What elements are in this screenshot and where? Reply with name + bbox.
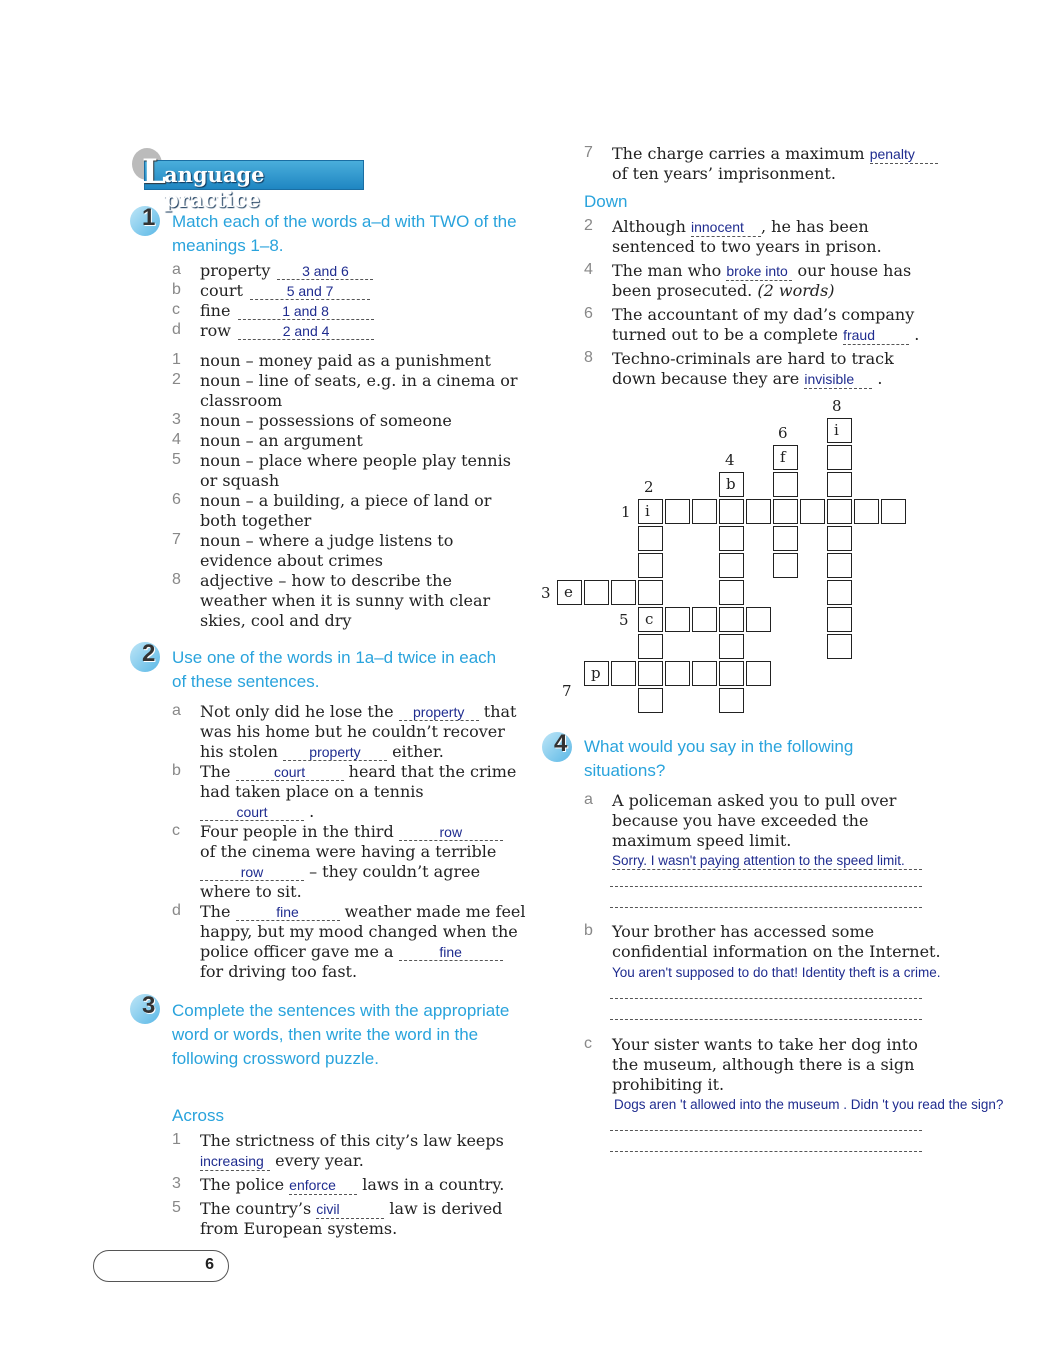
situation-answer[interactable]: Dogs aren 't allowed into the museum . Didn 't you read the sign? xyxy=(614,1097,1004,1112)
grid-number-6: 6 xyxy=(778,424,788,442)
grid-cell[interactable] xyxy=(719,499,744,524)
meaning-number: 2 xyxy=(172,371,181,388)
word-item xyxy=(200,261,373,281)
grid-number-4: 4 xyxy=(725,451,735,469)
grid-number-2: 2 xyxy=(644,478,654,496)
grid-cell[interactable] xyxy=(719,607,744,632)
word-label: d xyxy=(172,321,181,338)
grid-cell[interactable] xyxy=(638,580,663,605)
sentence-a xyxy=(200,702,522,762)
cell-letter: i xyxy=(834,421,839,439)
down-clue-8 xyxy=(612,349,912,389)
grid-cell[interactable] xyxy=(746,499,771,524)
grid-cell[interactable] xyxy=(692,661,717,686)
across-clue-3 xyxy=(200,1175,520,1195)
grid-cell[interactable] xyxy=(827,580,852,605)
cell-letter: b xyxy=(726,475,736,493)
clue-answer[interactable]: enforce xyxy=(289,1177,357,1195)
grid-cell[interactable] xyxy=(827,553,852,578)
sentence-text: that was his home but he couldn’t recover his stolen xyxy=(200,702,517,761)
clue-number: 1 xyxy=(172,1131,181,1148)
grid-cell[interactable] xyxy=(827,526,852,551)
exercise-4-instruction: What would you say in the following situations? xyxy=(584,737,854,780)
grid-cell[interactable] xyxy=(719,661,744,686)
sentence-label: a xyxy=(172,702,181,719)
word-text: property xyxy=(200,261,271,280)
grid-cell[interactable] xyxy=(665,499,690,524)
clue-answer[interactable]: broke into xyxy=(726,263,792,281)
word-text: court xyxy=(200,281,243,300)
meaning-text: noun – money paid as a punishment xyxy=(200,351,491,370)
grid-cell[interactable] xyxy=(827,445,852,470)
blank-field[interactable]: court xyxy=(236,764,344,781)
exercise-2-instruction: Use one of the words in 1a–d twice in each of these sentences. xyxy=(172,648,497,691)
grid-cell[interactable] xyxy=(773,526,798,551)
grid-cell[interactable] xyxy=(827,418,852,443)
exercise-3-instruction: Complete the sentences with the appropriate word or words, then write the word in the following crossword puzzle. xyxy=(172,1001,510,1068)
exercise-1-badge xyxy=(130,206,160,240)
situation-text: Your brother has accessed some confidential information on the Internet. xyxy=(612,922,941,961)
answer-line[interactable] xyxy=(610,1151,922,1152)
clue-text: law is derived from European systems. xyxy=(200,1199,503,1238)
grid-cell[interactable] xyxy=(665,661,690,686)
clue-text: The police xyxy=(200,1175,285,1194)
meaning-number: 7 xyxy=(172,531,181,548)
cell-letter: i xyxy=(645,502,650,520)
word-text: row xyxy=(200,321,231,340)
grid-cell[interactable] xyxy=(773,472,798,497)
meaning-text: noun – possessions of someone xyxy=(200,411,452,430)
clue-number: 4 xyxy=(584,261,593,278)
grid-cell[interactable] xyxy=(611,661,636,686)
grid-cell[interactable] xyxy=(692,499,717,524)
meaning-number: 4 xyxy=(172,431,181,448)
grid-cell[interactable] xyxy=(827,472,852,497)
sentence-text: weather made me feel happy, but my mood changed when the police officer gave me a xyxy=(200,902,526,961)
word-item xyxy=(200,281,370,301)
sentence-text: Not only did he lose the xyxy=(200,702,394,721)
clue-text: Techno-criminals are hard to track down because they are xyxy=(612,349,894,388)
clue-answer[interactable]: innocent xyxy=(691,219,761,237)
meaning-number: 3 xyxy=(172,411,181,428)
grid-number-8: 8 xyxy=(832,397,842,415)
grid-cell[interactable] xyxy=(773,445,798,470)
grid-number-1: 1 xyxy=(621,503,631,521)
answer-line[interactable] xyxy=(610,907,922,908)
grid-cell[interactable] xyxy=(638,553,663,578)
situation-label: a xyxy=(584,791,593,808)
section-banner xyxy=(132,148,362,212)
blank-field[interactable]: row xyxy=(399,824,503,841)
grid-cell[interactable] xyxy=(719,553,744,578)
situation-answer[interactable]: Sorry. I wasn't paying attention to the speed limit. xyxy=(612,852,922,870)
grid-cell[interactable] xyxy=(773,553,798,578)
clue-text: . xyxy=(877,369,883,388)
grid-number-3: 3 xyxy=(541,584,551,602)
grid-cell[interactable] xyxy=(746,661,771,686)
clue-text: . xyxy=(914,325,920,344)
situation-text: Your sister wants to take her dog into the museum, although there is a sign prohibiting it. xyxy=(612,1035,918,1094)
grid-cell[interactable] xyxy=(719,634,744,659)
sentence-label: d xyxy=(172,902,181,919)
clue-text: The charge carries a maximum xyxy=(612,144,865,163)
exercise-2-badge xyxy=(130,642,160,676)
word-text: fine xyxy=(200,301,231,320)
grid-cell[interactable] xyxy=(638,634,663,659)
word-item xyxy=(200,301,374,321)
answer-line[interactable] xyxy=(610,1130,922,1131)
situation-text: A policeman asked you to pull over because you have exceeded the maximum speed limit. xyxy=(612,791,897,850)
sentence-c xyxy=(200,822,522,902)
grid-cell[interactable] xyxy=(611,580,636,605)
sentence-text: heard that the crime had taken place on a tennis xyxy=(200,762,517,801)
blank-field[interactable]: property xyxy=(399,704,479,721)
clue-answer[interactable]: fraud xyxy=(843,327,909,345)
badge-number: 3 xyxy=(142,992,156,1019)
cell-letter: c xyxy=(645,610,654,628)
grid-cell[interactable] xyxy=(638,526,663,551)
sentence-b xyxy=(200,762,522,822)
sentence-text: of the cinema were having a terrible xyxy=(200,842,497,861)
clue-text: laws in a country. xyxy=(362,1175,505,1194)
clue-answer[interactable]: penalty xyxy=(870,146,938,164)
answer-field[interactable]: 1 and 8 xyxy=(238,303,374,320)
clue-text: of ten years’ imprisonment. xyxy=(612,164,836,183)
grid-cell[interactable] xyxy=(881,499,906,524)
down-clue-2 xyxy=(612,217,912,257)
situation-answer[interactable]: You aren't supposed to do that! Identity theft is a crime. xyxy=(612,965,941,980)
word-label: a xyxy=(172,261,181,278)
meaning-number: 6 xyxy=(172,491,181,508)
grid-number-7: 7 xyxy=(562,682,572,700)
clue-text: The accountant of my dad’s company turned out to be a complete xyxy=(612,305,915,344)
down-clue-4 xyxy=(612,261,922,301)
across-clue-1 xyxy=(200,1131,510,1171)
clue-answer[interactable]: increasing xyxy=(200,1153,270,1171)
exercise-4-badge xyxy=(542,732,572,766)
grid-cell[interactable] xyxy=(719,688,744,713)
clue-number: 6 xyxy=(584,305,593,322)
clue-text: Although xyxy=(612,217,686,236)
meaning-number: 1 xyxy=(172,351,181,368)
grid-cell[interactable] xyxy=(638,499,663,524)
page-number: 6 xyxy=(205,1256,214,1273)
clue-text: , he has been sentenced to two years in prison. xyxy=(612,217,882,256)
word-label: c xyxy=(172,301,180,318)
clue-text: our house has been prosecuted. xyxy=(612,261,912,300)
across-clue-7 xyxy=(612,144,942,184)
answer-line[interactable] xyxy=(610,998,922,999)
sentence-label: b xyxy=(172,762,181,779)
grid-number-5: 5 xyxy=(619,611,629,629)
across-heading: Across xyxy=(172,1106,224,1125)
word-item xyxy=(200,321,374,341)
situation-label: b xyxy=(584,922,593,939)
clue-number: 7 xyxy=(584,144,593,161)
meaning-number: 5 xyxy=(172,451,181,468)
cell-letter: e xyxy=(564,583,573,601)
answer-field[interactable]: 5 and 7 xyxy=(250,283,370,300)
clue-number: 2 xyxy=(584,217,593,234)
blank-field[interactable]: court xyxy=(200,804,304,821)
meaning-text: noun – an argument xyxy=(200,431,363,450)
across-clue-5 xyxy=(200,1199,510,1239)
meaning-text: adjective – how to describe the weather when it is sunny with clear skies, cool and dry xyxy=(200,571,491,630)
banner-letter: L xyxy=(142,152,166,192)
grid-cell[interactable] xyxy=(584,661,609,686)
clue-number: 8 xyxy=(584,349,593,366)
blank-field[interactable]: fine xyxy=(236,904,340,921)
grid-cell[interactable] xyxy=(692,607,717,632)
sentence-label: c xyxy=(172,822,180,839)
down-heading: Down xyxy=(584,192,628,211)
grid-cell[interactable] xyxy=(719,526,744,551)
blank-field[interactable]: row xyxy=(200,864,304,881)
down-clue-6 xyxy=(612,305,932,345)
banner-title: anguage practice xyxy=(164,162,265,212)
grid-cell[interactable] xyxy=(638,661,663,686)
answer-line[interactable] xyxy=(610,1019,922,1020)
grid-cell[interactable] xyxy=(827,634,852,659)
badge-number: 2 xyxy=(142,640,156,667)
clue-number: 3 xyxy=(172,1175,181,1192)
sentence-text: either. xyxy=(392,742,444,761)
clue-text: every year. xyxy=(275,1151,364,1170)
sentence-d xyxy=(200,902,526,982)
badge-number: 1 xyxy=(142,204,156,231)
grid-cell[interactable] xyxy=(827,607,852,632)
clue-text: The strictness of this city’s law keeps xyxy=(200,1131,504,1150)
sentence-text: The xyxy=(200,762,231,781)
meaning-text: noun – line of seats, e.g. in a cinema or classroom xyxy=(200,371,518,410)
grid-cell[interactable] xyxy=(719,580,744,605)
grid-cell[interactable] xyxy=(773,499,798,524)
clue-answer[interactable]: invisible xyxy=(804,371,872,389)
blank-field[interactable]: property xyxy=(283,744,387,761)
grid-cell[interactable] xyxy=(665,607,690,632)
situation-label: c xyxy=(584,1035,592,1052)
sentence-text: . xyxy=(309,802,315,821)
grid-cell[interactable] xyxy=(557,580,582,605)
answer-line[interactable] xyxy=(610,886,922,887)
meaning-number: 8 xyxy=(172,571,181,588)
meaning-text: noun – place where people play tennis or squash xyxy=(200,451,511,490)
cell-letter: p xyxy=(591,664,601,682)
exercise-1-instruction: Match each of the words a–d with TWO of the meanings 1–8. xyxy=(172,212,517,255)
grid-cell[interactable] xyxy=(800,499,825,524)
clue-note: (2 words) xyxy=(757,281,835,300)
answer-field[interactable]: 2 and 4 xyxy=(238,323,374,340)
page-number-tab xyxy=(93,1250,229,1282)
meaning-text: noun – where a judge listens to evidence about crimes xyxy=(200,531,454,570)
clue-answer[interactable]: civil xyxy=(316,1201,384,1219)
grid-cell[interactable] xyxy=(638,607,663,632)
cell-letter: f xyxy=(780,448,786,466)
grid-cell[interactable] xyxy=(746,607,771,632)
word-label: b xyxy=(172,281,181,298)
exercise-3-badge xyxy=(130,994,160,1028)
grid-cell[interactable] xyxy=(584,580,609,605)
answer-field[interactable]: 3 and 6 xyxy=(277,263,373,280)
clue-number: 5 xyxy=(172,1199,181,1216)
sentence-text: Four people in the third xyxy=(200,822,394,841)
blank-field[interactable]: fine xyxy=(399,944,503,961)
sentence-text: for driving too fast. xyxy=(200,962,358,981)
badge-number: 4 xyxy=(554,730,568,757)
meaning-text: noun – a building, a piece of land or both together xyxy=(200,491,492,530)
grid-cell[interactable] xyxy=(827,499,852,524)
clue-text: The man who xyxy=(612,261,722,280)
grid-cell[interactable] xyxy=(854,499,879,524)
clue-text: The country’s xyxy=(200,1199,312,1218)
grid-cell[interactable] xyxy=(719,472,744,497)
grid-cell[interactable] xyxy=(638,688,663,713)
sentence-text: – they couldn’t agree where to sit. xyxy=(200,862,481,901)
sentence-text: The xyxy=(200,902,231,921)
